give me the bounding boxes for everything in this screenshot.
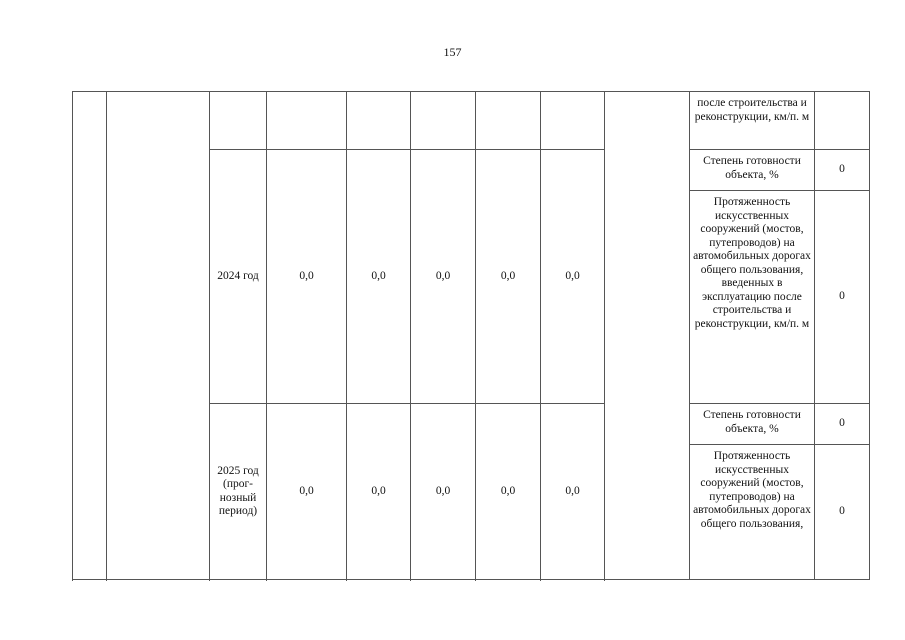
value-cell: 0,0	[411, 150, 476, 404]
year-label: 2025 год (прог-нозный период)	[217, 464, 259, 517]
page-number: 157	[443, 45, 462, 59]
year-cell: 2024 год	[210, 150, 267, 404]
indicator-value-cell: 0	[815, 191, 870, 404]
value-cell: 0,0	[541, 404, 605, 580]
value-cell: 0,0	[267, 150, 347, 404]
indicator-value-cell: 0	[815, 404, 870, 445]
value-cell: 0,0	[476, 150, 541, 404]
value-cell: 0,0	[347, 150, 411, 404]
number-cell	[73, 92, 107, 580]
name-cell	[107, 92, 210, 580]
indicator-cell: после строительства и реконструкции, км/п. м	[690, 92, 815, 150]
value-cell: 0,0	[347, 404, 411, 580]
indicator-cell: Протяженность искусственных сооружений (мостов, путепроводов) на автомобильных дорогах общего пользования,	[690, 445, 815, 580]
indicator-value-cell: 0	[815, 445, 870, 580]
value-cell: 0,0	[267, 404, 347, 580]
value-cell: 0,0	[541, 150, 605, 404]
year-cell	[210, 92, 267, 150]
indicator-value-cell	[815, 92, 870, 150]
value-cell	[347, 92, 411, 150]
indicator-cell: Протяженность искусственных сооружений (мостов, путепроводов) на автомобильных дорогах общего пользования, введенных в эксплуатацию после строительства и реконструкции, км/п. м	[690, 191, 815, 404]
year-cell	[210, 404, 267, 580]
executor-cell	[605, 92, 690, 580]
program-table	[72, 91, 870, 580]
value-cell: 0,0	[411, 404, 476, 580]
table-row	[73, 92, 870, 150]
indicator-cell: Степень готовности объекта, %	[690, 150, 815, 191]
value-cell: 0,0	[476, 404, 541, 580]
value-cell	[541, 92, 605, 150]
value-cell	[267, 92, 347, 150]
value-cell	[476, 92, 541, 150]
indicator-value-cell: 0	[815, 150, 870, 191]
indicator-cell: Степень готовности объекта, %	[690, 404, 815, 445]
value-cell	[411, 92, 476, 150]
